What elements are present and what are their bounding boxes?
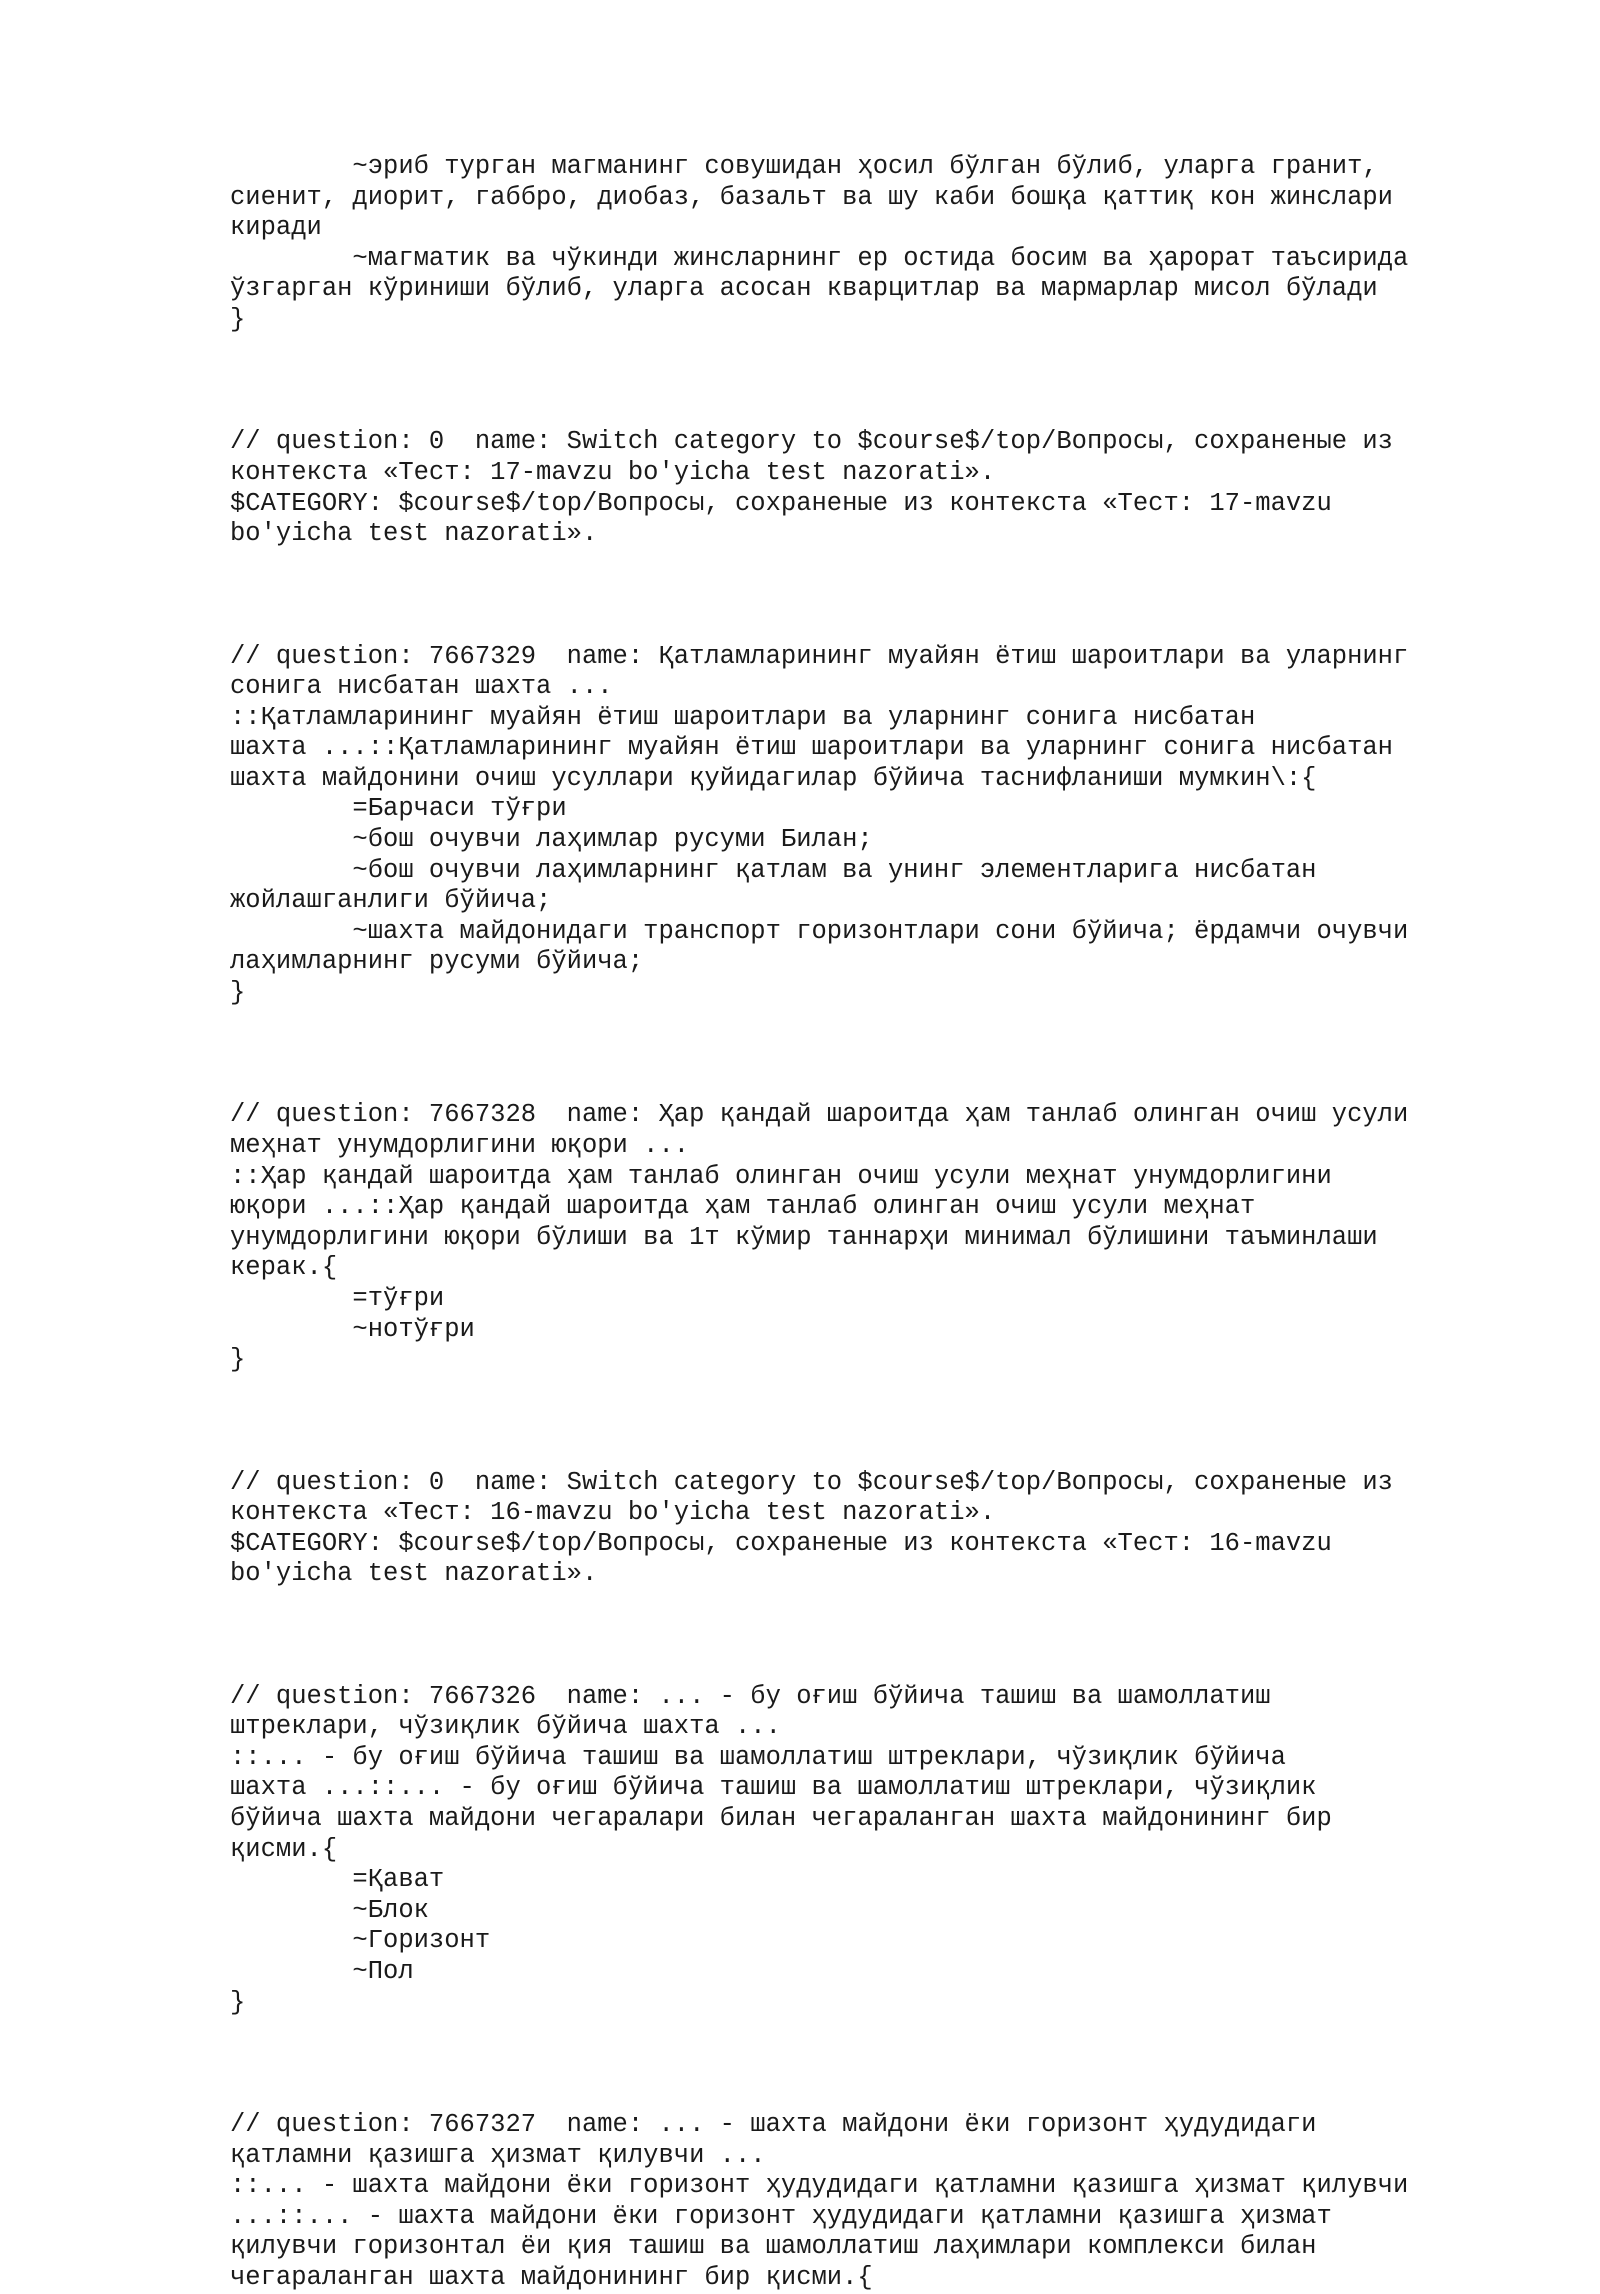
text-line: ::... - шахта майдони ёки горизонт ҳудудидаги қатламни қазишга ҳизмат қилувчи — [230, 2171, 1409, 2201]
text-line: =тўғри — [230, 1283, 445, 1313]
text-line: =Қават — [230, 1865, 445, 1895]
block-spacer — [230, 336, 1490, 367]
text-line: унумдорлигини юқори бўлиши ва 1т кўмир таннарҳи минимал бўлишини таъминлаши — [230, 1222, 1378, 1252]
text-line: // question: 0 name: Switch category to $course$/top/Вопросы, сохраненые из — [230, 427, 1393, 457]
text-line: шахта ...::... - бу оғиш бўйича ташиш ва шамоллатиш штреклари, чўзиқлик — [230, 1773, 1317, 1803]
text-line: лаҳимларнинг русуми бўйича; — [230, 947, 644, 977]
text-line: қатламни қазишга ҳизмат қилувчи ... — [230, 2140, 766, 2170]
text-line: ~Горизонт — [230, 1926, 491, 1956]
text-line: // question: 7667327 name: ... - шахта майдони ёки горизонт ҳудудидаги — [230, 2110, 1317, 2139]
text-line: bo'yicha test nazorati». — [230, 519, 598, 549]
text-line: ~магматик ва чўкинди жинсларнинг ер остида босим ва ҳарорат таъсирида — [230, 243, 1409, 273]
text-line: $CATEGORY: $course$/top/Вопросы, сохраненые из контекста «Тест: 17-mavzu — [230, 488, 1332, 518]
text-line: сонига нисбатан шахта ... — [230, 672, 613, 702]
block-spacer — [230, 2049, 1490, 2080]
question-block-question-7667327 — [230, 2110, 1490, 2294]
block-spacer — [230, 1070, 1490, 1101]
text-line: ~нотўғри — [230, 1314, 475, 1344]
block-spacer — [230, 611, 1490, 642]
text-line: $CATEGORY: $course$/top/Вопросы, сохраненые из контекста «Тест: 16-mavzu — [230, 1528, 1332, 1558]
block-spacer — [230, 580, 1490, 611]
text-line: =Барчаси тўғри — [230, 794, 567, 824]
text-line: чегараланган шахта майдонининг бир қисми.{ — [230, 2262, 873, 2292]
text-line: контекста «Тест: 16-mavzu bo'yicha test nazorati». — [230, 1498, 996, 1528]
block-spacer — [230, 2079, 1490, 2110]
text-line: ::... - бу оғиш бўйича ташиш ва шамоллатиш штреклари, чўзиқлик бўйича — [230, 1742, 1286, 1772]
text-line: // question: 0 name: Switch category to $course$/top/Вопросы, сохраненые из — [230, 1467, 1393, 1497]
text-line: ~бош очувчи лаҳимлар русуми Билан; — [230, 825, 873, 855]
text-line: bo'yicha test nazorati». — [230, 1559, 598, 1589]
text-line: контекста «Тест: 17-mavzu bo'yicha test nazorati». — [230, 457, 996, 487]
block-spacer — [230, 1590, 1490, 1621]
block-spacer — [230, 1406, 1490, 1437]
text-line: ::Ҳар қандай шароитда ҳам танлаб олинган очиш усули меҳнат унумдорлигини — [230, 1161, 1332, 1191]
text-line: киради — [230, 213, 322, 243]
question-block-question-7667329 — [230, 642, 1490, 1009]
text-line: ~бош очувчи лаҳимларнинг қатлам ва унинг элементларига нисбатан — [230, 855, 1317, 885]
question-block-question-7667326 — [230, 1682, 1490, 2019]
block-spacer — [230, 1009, 1490, 1040]
text-line: ::Қатламларининг муайян ётиш шароитлари ва уларнинг сонига нисбатан — [230, 702, 1256, 732]
text-line: қисми.{ — [230, 1834, 338, 1864]
block-spacer — [230, 550, 1490, 581]
text-line: ...::... - шахта майдони ёки горизонт ҳудудидаги қатламни қазишга ҳизмат — [230, 2201, 1332, 2231]
question-block-category-17 — [230, 427, 1490, 549]
block-spacer — [230, 397, 1490, 428]
text-line: ~Блок — [230, 1895, 429, 1925]
text-line: керак.{ — [230, 1253, 338, 1283]
block-spacer — [230, 366, 1490, 397]
text-line: // question: 7667326 name: ... - бу оғиш бўйича ташиш ва шамоллатиш — [230, 1681, 1271, 1711]
text-line: } — [230, 978, 246, 1008]
question-block-question-7667328 — [230, 1100, 1490, 1375]
text-line: бўйича шахта майдони чегаралари билан чегараланган шахта майдонининг бир — [230, 1804, 1332, 1834]
text-line: ~эриб турган магманинг совушидан ҳосил бўлган бўлиб, уларга гранит, — [230, 152, 1378, 181]
text-line: шахта ...::Қатламларининг муайян ётиш шароитлари ва уларнинг сонига нисбатан — [230, 733, 1393, 763]
text-line: штреклари, чўзиқлик бўйича шахта ... — [230, 1712, 781, 1742]
text-line: шахта майдонини очиш усуллари қуйидагилар бўйича таснифланиши мумкин\:{ — [230, 763, 1317, 793]
text-line: } — [230, 1345, 246, 1375]
text-line: жойлашганлиги бўйича; — [230, 886, 552, 916]
block-spacer — [230, 1651, 1490, 1682]
block-spacer — [230, 1039, 1490, 1070]
text-line: юқори ...::Ҳар қандай шароитда ҳам танлаб олинган очиш усули меҳнат — [230, 1192, 1256, 1222]
text-line: сиенит, диорит, габбро, диобаз, базальт ва шу каби бошқа қаттиқ кон жинслари — [230, 182, 1393, 212]
block-spacer — [230, 1621, 1490, 1652]
block-spacer — [230, 1437, 1490, 1468]
question-block-answers-continued — [230, 152, 1490, 336]
text-line: } — [230, 304, 246, 334]
block-spacer — [230, 1376, 1490, 1407]
text-line: } — [230, 1987, 246, 2017]
gift-question-text — [230, 152, 1490, 2294]
question-block-category-16 — [230, 1468, 1490, 1590]
block-spacer — [230, 2018, 1490, 2049]
text-line: ~Пол — [230, 1957, 414, 1987]
text-line: // question: 7667328 name: Ҳар қандай шароитда ҳам танлаб олинган очиш усули — [230, 1100, 1409, 1130]
text-line: меҳнат унумдорлигини юқори ... — [230, 1131, 690, 1160]
text-line: қилувчи горизонтал ёи қия ташиш ва шамоллатиш лаҳимлари комплекси билан — [230, 2232, 1317, 2262]
text-line: ~шахта майдонидаги транспорт горизонтлари сони бўйича; ёрдамчи очувчи — [230, 916, 1409, 946]
text-line: ўзгарган кўриниши бўлиб, уларга асосан кварцитлар ва мармарлар мисол бўлади — [230, 274, 1378, 304]
text-line: // question: 7667329 name: Қатламларининг муайян ётиш шароитлари ва уларнинг — [230, 641, 1409, 671]
